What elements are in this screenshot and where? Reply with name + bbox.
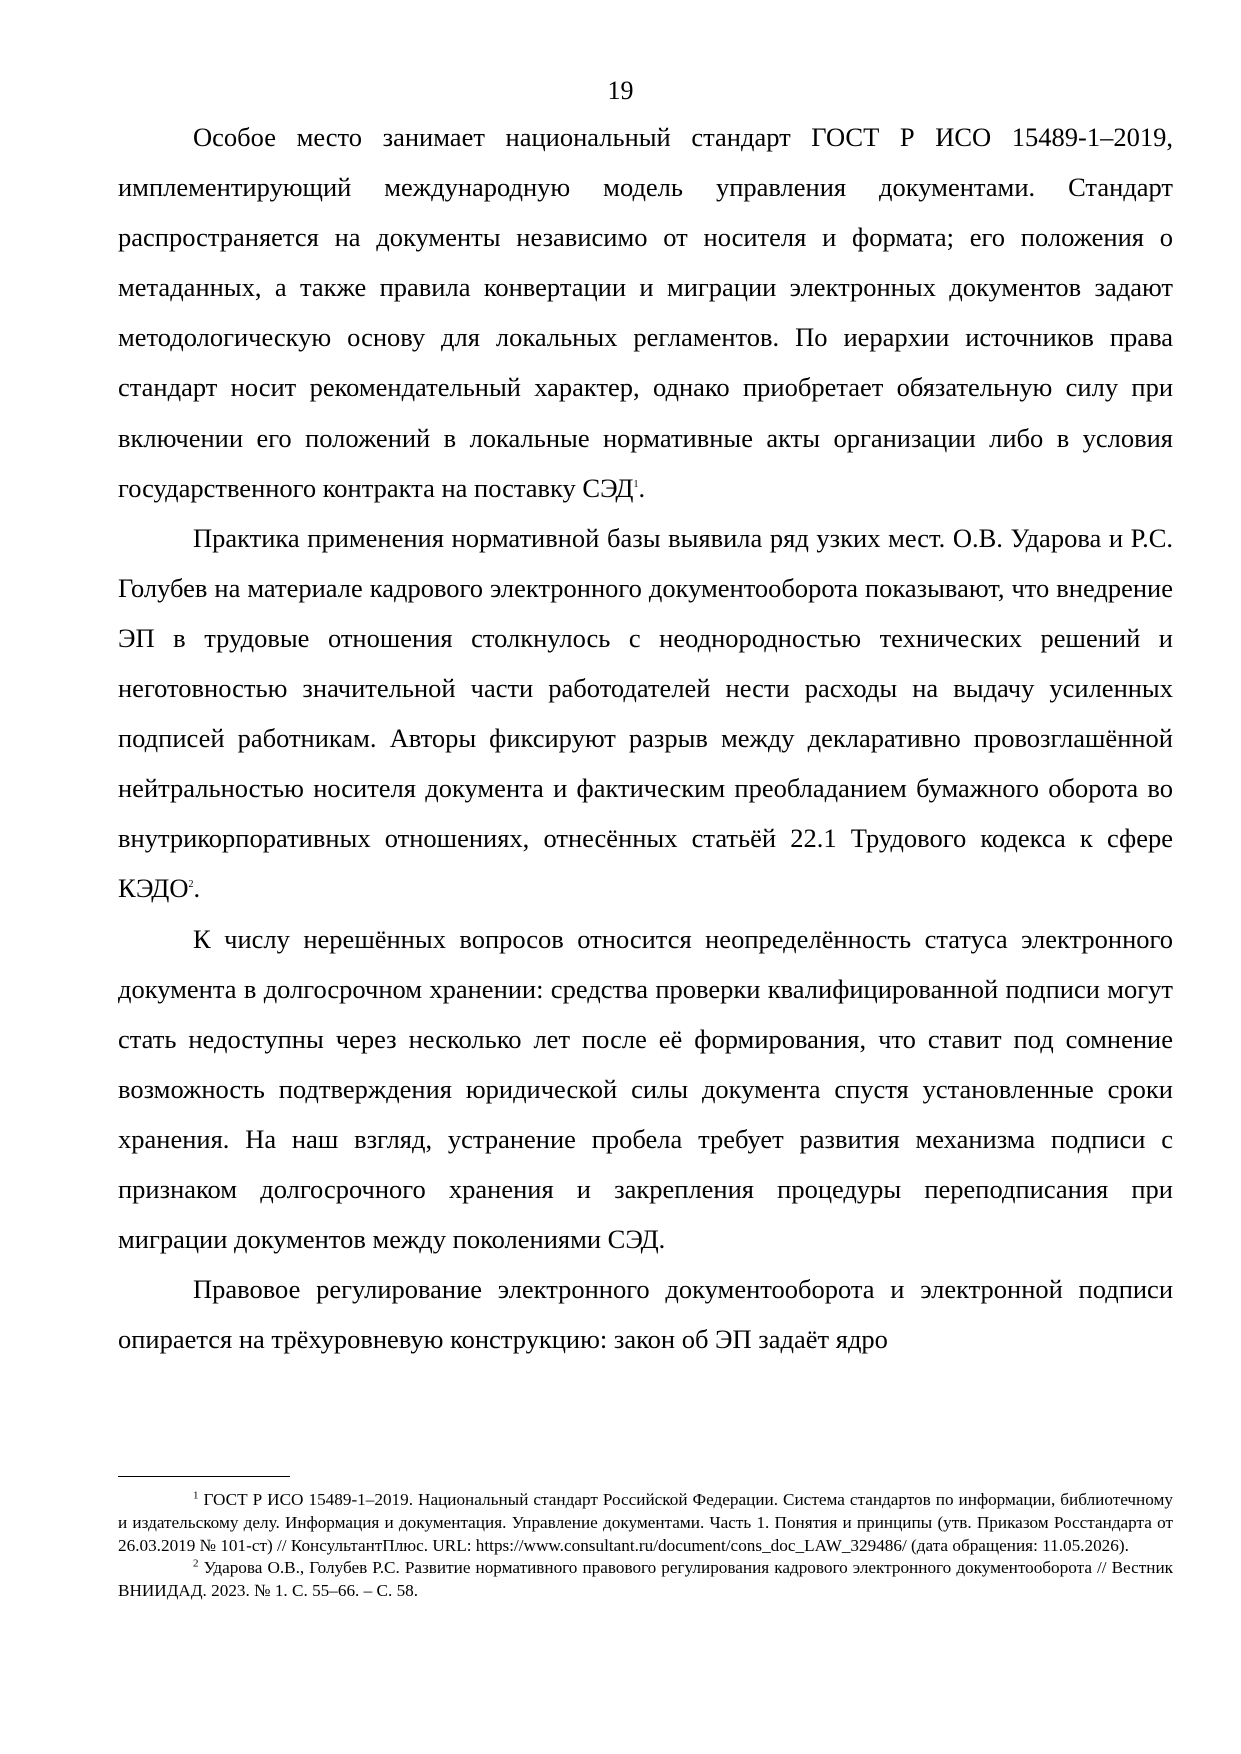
- paragraph-1-text: Особое место занимает национальный стандарт ГОСТ Р ИСО 15489-1–2019, имплементирующий международную модель управления документами. Стандарт распространяется на документы независимо от носителя и формата; его положения о метаданных, а также правила конвертации и миграции электронных документов задают методологическую основу для локальных регламентов. По иерархии источников права стандарт носит рекомендательный характер, однако приобретает обязательную силу при включении его положений в локальные нормативные акты организации либо в условия государственного контракта на поставку СЭД: [118, 122, 1173, 503]
- footnote-mark-1: 1: [193, 1489, 199, 1502]
- paragraph-4: [118, 1264, 1173, 1364]
- paragraph-2: [118, 513, 1173, 914]
- footnote-1: [118, 1489, 1173, 1557]
- footnote-ref-1[interactable]: 1: [633, 478, 639, 490]
- paragraph-3: [118, 914, 1173, 1265]
- footnote-mark-2: 2: [193, 1557, 199, 1570]
- paragraph-4-text: Правовое регулирование электронного документооборота и электронной подписи опирается на трёхуровневую конструкцию: закон об ЭП задаёт ядро: [118, 1274, 1173, 1355]
- paragraph-1: [118, 112, 1173, 513]
- paragraph-1-end: .: [638, 472, 646, 503]
- body-text: [118, 112, 1173, 1364]
- footnote-separator: [118, 1476, 290, 1477]
- footnote-1-text: ГОСТ Р ИСО 15489-1–2019. Национальный стандарт Российской Федерации. Система стандартов по информации, библиотечному и издательскому делу. Информация и документация. Управление документами. Часть 1. Понятия и принципы (утв. Приказом Росстандарта от 26.03.2019 № 101-ст) // КонсультантПлюс. URL: https://www.consultant.ru/document/cons_doc_LAW_329486/ (дата обращения: 11.05.2026).: [118, 1490, 1173, 1555]
- footnotes: [118, 1489, 1173, 1603]
- paragraph-3-text: К числу нерешённых вопросов относится неопределённость статуса электронного документа в долгосрочном хранении: средства проверки квалифицированной подписи могут стать недоступны через несколько лет после её формирования, что ставит под сомнение возможность подтверждения юридической силы документа спустя установленные сроки хранения. На наш взгляд, устранение пробела требует развития механизма подписи с признаком долгосрочного хранения и закрепления процедуры переподписания при миграции документов между поколениями СЭД.: [118, 923, 1173, 1255]
- footnote-ref-2[interactable]: 2: [188, 879, 194, 891]
- page-number: 19: [607, 76, 634, 105]
- paragraph-2-text: Практика применения нормативной базы выявила ряд узких мест. О.В. Ударова и Р.С. Голубев на материале кадрового электронного документооборота показывают, что внедрение ЭП в трудовые отношения столкнулось с неоднородностью технических решений и неготовностью значительной части работодателей нести расходы на выдачу усиленных подписей работникам. Авторы фиксируют разрыв между декларативно провозглашённой нейтральностью носителя документа и фактическим преобладанием бумажного оборота во внутрикорпоративных отношениях, отнесённых статьёй 22.1 Трудового кодекса к сфере КЭДО: [118, 522, 1173, 904]
- paragraph-2-end: .: [193, 873, 201, 904]
- footnote-2: [118, 1557, 1173, 1603]
- footnote-2-text: Ударова О.В., Голубев Р.С. Развитие нормативного правового регулирования кадрового электронного документооборота // Вестник ВНИИДАД. 2023. № 1. С. 55–66. – С. 58.: [118, 1558, 1174, 1601]
